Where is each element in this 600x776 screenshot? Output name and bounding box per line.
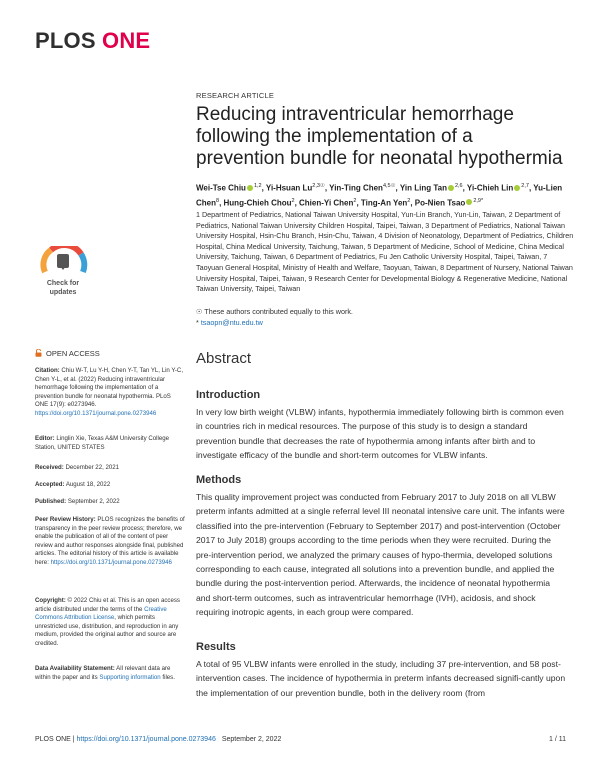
check-for-updates-line1: Check for — [46, 280, 80, 287]
peer-review-block — [35, 516, 185, 568]
accepted-label: Accepted: — [35, 481, 65, 488]
copyright-label: Copyright: — [35, 597, 66, 604]
abstract-heading: Abstract — [196, 350, 252, 367]
open-lock-icon — [35, 349, 42, 357]
journal-logo-one: ONE — [102, 28, 151, 53]
corresponding-email-line — [196, 318, 496, 329]
author-separator: , — [356, 198, 361, 208]
author-affiliation-marker: 2 — [291, 197, 295, 204]
data-availability-text-2: files. — [162, 673, 175, 681]
author-separator: , — [410, 198, 415, 208]
citation-doi-link[interactable]: https://doi.org/10.1371/journal.pone.0273946 — [35, 409, 157, 417]
author-list — [196, 180, 576, 209]
copyright-block — [35, 597, 185, 649]
page-number: 1 / 11 — [549, 736, 566, 743]
orcid-icon[interactable] — [466, 199, 472, 205]
author-separator: , — [294, 198, 300, 208]
author-affiliation-marker: 8 — [216, 197, 220, 204]
author-name: Yi-Chieh Lin — [466, 183, 514, 193]
editor-block — [35, 435, 185, 452]
footer-journal: PLOS ONE — [35, 736, 71, 743]
copyright-text-2: , which permits unrestricted use, distribution, and reproduction in any medium, provided the original author and source are credited. — [35, 614, 179, 647]
methods-heading: Methods — [196, 474, 242, 486]
email-marker: * — [196, 317, 199, 327]
author-name: Hung-Chieh Chou — [223, 198, 292, 208]
journal-logo-plos: PLOS — [35, 28, 96, 53]
introduction-heading: Introduction — [196, 389, 261, 401]
author-affiliation-marker: 4,5☉ — [382, 183, 396, 189]
author-notes — [196, 307, 496, 328]
accepted-date: August 18, 2022 — [65, 481, 111, 488]
author-name: Po-Nien Tsao — [414, 198, 466, 208]
published-date: September 2, 2022 — [67, 498, 120, 505]
author-name: Yin Ling Tan — [399, 183, 447, 193]
results-text: A total of 95 VLBW infants were enrolled in the study, including 37 pre-intervention, and 58 post-intervention cases. The incidence of hypothermia in preterm infants decreased signifi-cantly upon the implementation of our prevention bundle, both in the delivery room (from — [196, 659, 566, 698]
author-affiliation-marker: 1,2 — [253, 183, 262, 189]
orcid-icon[interactable] — [448, 185, 454, 191]
editor-text: Linglin Xie, Texas A&M University College Station, UNITED STATES — [35, 435, 170, 451]
author-name: Yi-Hsuan Lu — [265, 183, 313, 193]
author-name: Yu-Lien Chen — [196, 183, 563, 208]
peer-review-label: Peer Review History: — [35, 516, 96, 523]
citation-text: Chiu W-T, Lu Y-H, Chen Y-T, Tan YL, Lin Y-C, Chen Y-L, et al. (2022) Reducing intraventricular hemorrhage following the implementation of a prevention bundle for neonatal hypothermia. PLoS ONE 17(9): e0273946. — [35, 367, 184, 409]
license-link[interactable]: Creative Commons Attribution License — [35, 605, 167, 622]
equal-contribution-note: ☉ These authors contributed equally to this work. — [196, 307, 353, 316]
article-title: Reducing intraventricular hemorrhage following the implementation of a prevention bundle for neonatal hypothermia — [196, 104, 563, 169]
check-for-updates-line2: updates — [49, 288, 77, 296]
received-date: December 22, 2021 — [65, 464, 120, 471]
author-separator: , — [462, 183, 467, 193]
author-name: Ting-An Yen — [360, 198, 408, 208]
footer-doi-link[interactable]: https://doi.org/10.1371/journal.pone.0273946 — [76, 736, 216, 743]
check-for-updates-label — [35, 280, 91, 297]
received-label: Received: — [35, 464, 64, 471]
footer-date: September 2, 2022 — [221, 736, 282, 743]
data-availability-label: Data Availability Statement: — [35, 665, 115, 672]
received-block — [35, 464, 185, 473]
methods-text: This quality improvement project was conducted from February 2017 to July 2018 on all VLBW preterm infants admitted at a single referral level III neonatal intensive care unit. The infants were classified into the pre-intervention (February to September 2017) and post-intervention (October 2017 to July 2018) groups according to the time periods when they were recruited. During the pre-intervention period, we analyzed the primary causes of hypo-thermia, developed solutions corresponding to each cause, integrated all solutions into a prevention bundle, and applied the bundle during the post-intervention period. Afterwards, the incidence of neonatal hypothermia and short-term outcomes, such as intraventricular hemorrhage (IVH), acidosis, and shock requiring inotropic agents, in each group were compared. — [196, 492, 565, 618]
data-availability-text-1: All relevant data are within the paper and its — [35, 665, 171, 681]
journal-logo — [35, 28, 150, 54]
author-separator: , — [324, 183, 330, 193]
results-heading: Results — [196, 641, 236, 653]
author-affiliation-marker: 2 — [407, 197, 411, 204]
citation-label: Citation: — [35, 367, 60, 374]
author-affiliation-marker: 2,3☉ — [312, 183, 325, 189]
author-separator: , — [261, 183, 266, 193]
published-label: Published: — [35, 498, 67, 505]
author-name: Wei-Tse Chiu — [196, 183, 246, 193]
author-affiliation-marker: 2 — [353, 197, 357, 204]
published-block — [35, 498, 185, 507]
author-name: Yin-Ting Chen — [329, 183, 383, 193]
supporting-information-link[interactable]: Supporting information — [99, 673, 161, 681]
author-affiliation-marker: 2,6 — [454, 183, 463, 189]
editor-label: Editor: — [35, 435, 55, 442]
author-separator: , — [395, 183, 400, 193]
affiliations: 1 Department of Pediatrics, National Taiwan University Hospital, Yun-Lin Branch, Yun-Lin, Taiwan, 2 Department of Pediatrics, National Taiwan University Children Hospital, Taipei, Taiwan, 3 Department of Pediatrics, National Taiwan University Hospital, Hsin-Chu Branch, Hsin-Chu, Taiwan, 4 Division of Neonatology, Department of Pediatrics, Children Hospital, China Medical University, Taichung, Taiwan, 5 Department of Medicine, School of Medicine, China Medical University, Taichung, Taiwan, 6 Department of Pediatrics, Fu Jen Catholic University Hospital, Taipei, Taiwan, 7 Taoyuan General Hospital, Ministry of Health and Welfare, Taoyuan, Taiwan, 8 Department of Nursery, National Taiwan University Hospital, Taipei, Taiwan, 9 Research Center for Developmental Biology & Regenerative Medicine, National Taiwan University, Taipei, Taiwan — [196, 210, 574, 294]
copyright-text-1: © 2022 Chiu et al. This is an open access article distributed under the terms of the — [35, 597, 180, 613]
peer-review-text: PLOS recognizes the benefits of transparency in the peer review process; therefore, we enable the publication of all of the content of peer review and author responses alongside final, published articles. The editorial history of this article is available here: — [35, 516, 185, 566]
introduction-text: In very low birth weight (VLBW) infants, hypothermia immediately following birth is common even in countries rich in medical resources. The purpose of this study is to design a standard prevention bundle that decreases the rate of hypothermia among infants after birth and to investigate efficacy of the bundle and short-term outcomes for VLBW infants. — [196, 407, 564, 461]
accepted-block — [35, 481, 185, 490]
page-footer — [35, 736, 566, 743]
corresponding-email-link[interactable]: tsaopn@ntu.edu.tw — [200, 317, 263, 327]
author-name: Chien-Yi Chen — [299, 198, 354, 208]
author-separator: , — [219, 198, 224, 208]
orcid-icon[interactable] — [247, 185, 253, 191]
footer-separator: | — [70, 736, 77, 743]
peer-review-link[interactable]: https://doi.org/10.1371/journal.pone.0273946 — [50, 558, 172, 566]
open-access-badge — [35, 349, 100, 358]
orcid-icon[interactable] — [514, 185, 520, 191]
data-availability-block — [35, 665, 185, 682]
author-affiliation-marker: 2,7 — [521, 183, 529, 189]
open-access-label: OPEN ACCESS — [46, 349, 100, 358]
author-separator: , — [528, 183, 534, 193]
article-type: RESEARCH ARTICLE — [196, 91, 275, 100]
citation-block — [35, 367, 185, 419]
author-affiliation-marker: 2,9* — [473, 197, 484, 204]
